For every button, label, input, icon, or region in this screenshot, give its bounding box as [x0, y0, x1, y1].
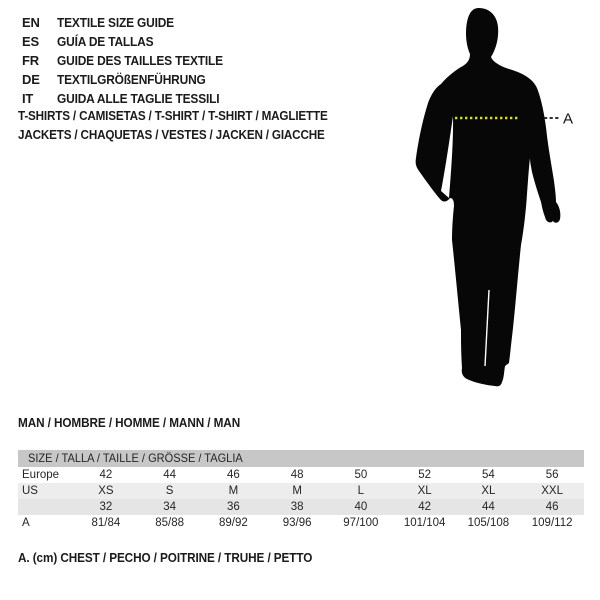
product-types — [18, 107, 362, 144]
language-row — [22, 32, 237, 51]
size-cell: 93/96 — [282, 517, 312, 529]
language-code: FR — [22, 53, 39, 68]
size-cell: 81/84 — [91, 517, 121, 529]
size-cell: 52 — [418, 469, 432, 481]
size-row-alt — [18, 499, 584, 515]
language-row — [22, 89, 237, 108]
size-cell: M — [228, 485, 239, 497]
language-name: GUIDA ALLE TAGLIE TESSILI — [57, 91, 220, 106]
size-cell: XXL — [541, 485, 563, 497]
size-cell: 48 — [290, 469, 304, 481]
size-cell: 32 — [99, 501, 113, 513]
size-cell: 34 — [163, 501, 177, 513]
size-cell: 109/112 — [531, 517, 573, 529]
size-table-header-label: SIZE / TALLA / TAILLE / GRÖSSE / TAGLIA — [28, 451, 243, 465]
size-cell: L — [357, 485, 365, 497]
size-cell: 38 — [290, 501, 304, 513]
row-label: US — [22, 485, 38, 497]
size-cell: 46 — [226, 469, 240, 481]
language-code: EN — [22, 15, 40, 30]
size-cell: 44 — [163, 469, 177, 481]
language-row — [22, 13, 237, 32]
size-cell: 42 — [99, 469, 113, 481]
language-name: TEXTILE SIZE GUIDE — [57, 15, 174, 30]
language-row — [22, 51, 237, 70]
row-label: A — [22, 517, 30, 529]
language-name: GUIDE DES TAILLES TEXTILE — [57, 53, 223, 68]
size-cell: 40 — [354, 501, 368, 513]
language-name: TEXTILGRÖßENFÜHRUNG — [57, 72, 206, 87]
product-line-jackets: JACKETS / CHAQUETAS / VESTES / JACKEN / GIACCHE — [18, 126, 325, 142]
size-cell: XS — [98, 485, 114, 497]
size-cell: 97/100 — [343, 517, 379, 529]
row-label — [18, 499, 74, 515]
size-cell: 101/104 — [403, 517, 446, 529]
size-cell: 85/88 — [155, 517, 185, 529]
language-row — [22, 70, 237, 89]
language-code: DE — [22, 72, 40, 87]
size-cell: 105/108 — [467, 517, 510, 529]
language-code: ES — [22, 34, 39, 49]
size-cell: 56 — [545, 469, 559, 481]
size-row-us — [18, 483, 584, 499]
product-line-tshirts: T-SHIRTS / CAMISETAS / T-SHIRT / T-SHIRT / MAGLIETTE — [18, 108, 328, 123]
measure-label-a: A — [563, 110, 574, 128]
size-cell: 44 — [481, 501, 495, 513]
man-silhouette-figure — [405, 0, 600, 400]
size-row-chest-a — [18, 515, 584, 531]
measurement-footnote: A. (cm) CHEST / PECHO / POITRINE / TRUHE / PETTO — [18, 551, 313, 565]
row-label: Europe — [22, 469, 60, 481]
size-cell: 46 — [545, 501, 559, 513]
size-table — [18, 450, 584, 531]
size-cell: 36 — [226, 501, 240, 513]
size-row-europe — [18, 467, 584, 483]
size-cell: 50 — [354, 469, 368, 481]
size-cell: 89/92 — [218, 517, 248, 529]
section-title-man: MAN / HOMBRE / HOMME / MANN / MAN — [18, 416, 241, 430]
size-cell: 54 — [481, 469, 495, 481]
language-name: GUÍA DE TALLAS — [57, 34, 154, 49]
language-list — [22, 13, 237, 108]
size-cell: XL — [481, 485, 496, 497]
man-silhouette — [416, 8, 561, 386]
size-cell: S — [165, 485, 174, 497]
size-cell: XL — [417, 485, 432, 497]
size-cell: M — [292, 485, 302, 497]
size-table-header — [18, 450, 584, 467]
size-cell: 42 — [418, 501, 432, 513]
language-code: IT — [22, 91, 34, 106]
